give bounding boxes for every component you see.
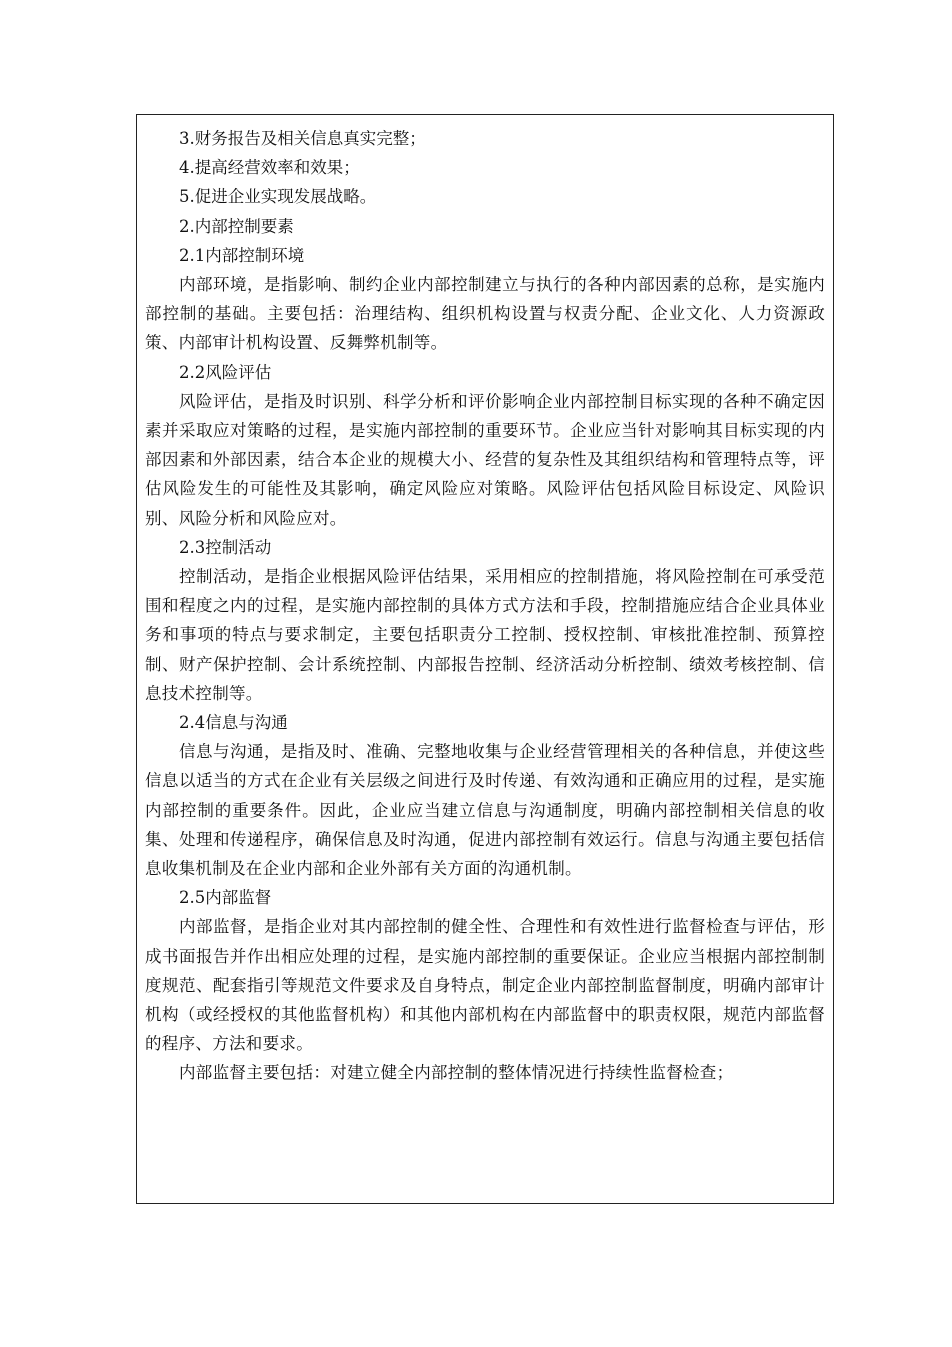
list-item: 4.提高经营效率和效果；	[179, 158, 360, 178]
paragraph: 内部监督主要包括：对建立健全内部控制的整体情况进行持续性监督检查；	[179, 1063, 734, 1083]
paragraph: 内部环境，是指影响、制约企业内部控制建立与执行的各种内部因素的总称，是实施内部控制的基础。主要包括：治理结构、组织机构设置与权责分配、企业文化、人力资源政策、内部审计机构设置、反舞弊机制等。	[145, 274, 825, 353]
subsection-heading: 2.4信息与沟通	[179, 712, 288, 732]
paragraph: 风险评估，是指及时识别、科学分析和评价影响企业内部控制目标实现的各种不确定因素并采取应对策略的过程，是实施内部控制的重要环节。企业应当针对影响其目标实现的内部因素和外部因素，结合本企业的规模大小、经营的复杂性及其组织结构和管理特点等，评估风险发生的可能性及其影响，确定风险应对策略。风险评估包括风险目标设定、风险识别、风险分析和风险应对。	[145, 391, 825, 528]
document-frame	[136, 114, 834, 1204]
section-heading: 2.内部控制要素	[179, 216, 294, 236]
subsection-heading: 2.2风险评估	[179, 362, 272, 382]
list-item: 5.促进企业实现发展战略。	[179, 187, 377, 207]
list-item: 3.财务报告及相关信息真实完整；	[179, 129, 426, 148]
paragraph: 控制活动，是指企业根据风险评估结果，采用相应的控制措施，将风险控制在可承受范围和程度之内的过程，是实施内部控制的具体方式方法和手段，控制措施应结合企业具体业务和事项的特点与要求制定，主要包括职责分工控制、授权控制、审核批准控制、预算控制、财产保护控制、会计系统控制、内部报告控制、经济活动分析控制、绩效考核控制、信息技术控制等。	[145, 566, 825, 703]
subsection-heading: 2.1内部控制环境	[179, 245, 305, 265]
subsection-heading: 2.5内部监督	[179, 888, 272, 908]
paragraph: 信息与沟通，是指及时、准确、完整地收集与企业经营管理相关的各种信息，并使这些信息以适当的方式在企业有关层级之间进行及时传递、有效沟通和正确应用的过程，是实施内部控制的重要条件。因此，企业应当建立信息与沟通制度，明确内部控制相关信息的收集、处理和传递程序，确保信息及时沟通，促进内部控制有效运行。信息与沟通主要包括信息收集机制及在企业内部和企业外部有关方面的沟通机制。	[145, 742, 825, 878]
paragraph: 内部监督，是指企业对其内部控制的健全性、合理性和有效性进行监督检查与评估，形成书面报告并作出相应处理的过程，是实施内部控制的重要保证。企业应当根据内部控制制度规范、配套指引等规范文件要求及自身特点，制定企业内部控制监督制度，明确内部审计机构（或经授权的其他监督机构）和其他内部机构在内部监督中的职责权限，规范内部监督的程序、方法和要求。	[145, 917, 825, 1054]
subsection-heading: 2.3控制活动	[179, 537, 272, 557]
